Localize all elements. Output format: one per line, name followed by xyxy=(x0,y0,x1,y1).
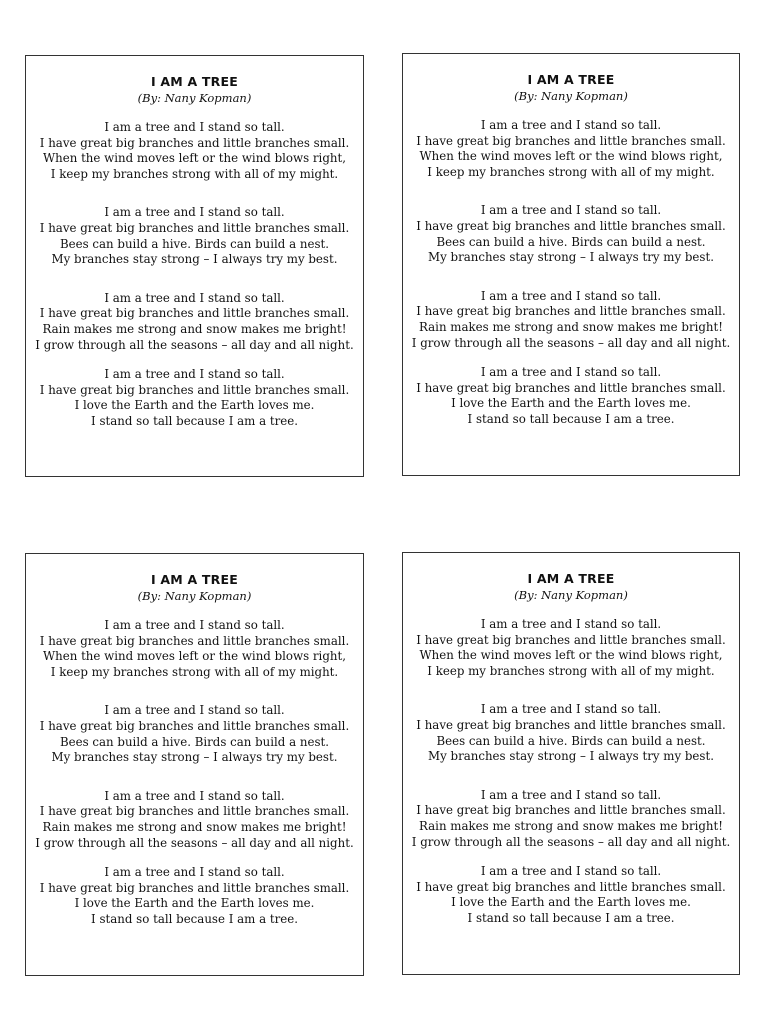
poem-stanza xyxy=(26,865,363,927)
poem-line: I stand so tall because I am a tree. xyxy=(91,413,298,428)
poem-line: When the wind moves left or the wind blows right, xyxy=(43,151,346,166)
poem-line: I am a tree and I stand so tall. xyxy=(480,864,662,879)
poem-line: I have great big branches and little branches small. xyxy=(416,632,726,647)
poem-line: Bees can build a hive. Birds can build a nest. xyxy=(59,734,330,749)
poem-line: When the wind moves left or the wind blows right, xyxy=(419,149,723,164)
poem-stanza xyxy=(403,203,739,265)
poem-line: I have great big branches and little branches small. xyxy=(39,718,350,733)
poem-line: I am a tree and I stand so tall. xyxy=(480,203,662,218)
poem-line: I have great big branches and little branches small. xyxy=(39,382,350,397)
poem-line: My branches stay strong – I always try my best. xyxy=(51,750,338,765)
poem-line: I have great big branches and little branches small. xyxy=(416,803,726,818)
poem-line: I keep my branches strong with all of my might. xyxy=(427,663,715,678)
poem-line: I stand so tall because I am a tree. xyxy=(467,910,675,925)
poem-line: I stand so tall because I am a tree. xyxy=(91,911,298,926)
poem-title: I AM A TREE xyxy=(527,571,615,586)
poem-line: I love the Earth and the Earth loves me. xyxy=(451,895,691,910)
poem-card-bottom-left xyxy=(25,553,364,976)
poem-line: I stand so tall because I am a tree. xyxy=(467,411,675,426)
poem-byline: (By: Nany Kopman) xyxy=(137,589,252,603)
poem-line: I have great big branches and little branches small. xyxy=(39,306,350,321)
poem-line: I am a tree and I stand so tall. xyxy=(480,787,662,802)
poem-stanzas xyxy=(403,617,739,927)
poem-stanza xyxy=(403,864,739,926)
poem-line: I grow through all the seasons – all day and all night. xyxy=(35,337,354,352)
poem-stanza xyxy=(26,367,363,429)
poem-line: I am a tree and I stand so tall. xyxy=(104,618,285,632)
poem-stanza xyxy=(26,291,363,353)
poem-stanza xyxy=(403,617,739,679)
poem-line: I have great big branches and little branches small. xyxy=(39,633,350,648)
poem-line: Rain makes me strong and snow makes me bright! xyxy=(42,819,347,834)
poem-card-top-right xyxy=(402,53,740,476)
poem-line: My branches stay strong – I always try my best. xyxy=(428,250,714,265)
poem-line: My branches stay strong – I always try my best. xyxy=(428,749,714,764)
poem-stanza xyxy=(26,789,363,851)
poem-line: I have great big branches and little branches small. xyxy=(416,133,726,148)
poem-title: I AM A TREE xyxy=(151,74,238,89)
poem-line: I have great big branches and little branches small. xyxy=(39,135,350,150)
poem-content xyxy=(403,72,739,428)
poem-stanza xyxy=(403,365,739,427)
poem-line: I am a tree and I stand so tall. xyxy=(104,205,285,220)
poem-stanza xyxy=(26,120,363,182)
poem-line: I am a tree and I stand so tall. xyxy=(480,118,662,132)
poem-line: I grow through all the seasons – all day and all night. xyxy=(411,335,731,350)
poem-line: I have great big branches and little branches small. xyxy=(416,218,726,233)
poem-stanzas xyxy=(26,618,363,928)
poem-content xyxy=(403,571,739,927)
poem-line: I have great big branches and little branches small. xyxy=(416,879,726,894)
poem-card-bottom-right xyxy=(402,552,740,975)
poem-content xyxy=(26,74,363,430)
poem-line: I am a tree and I stand so tall. xyxy=(104,865,285,880)
poem-line: I have great big branches and little branches small. xyxy=(39,880,350,895)
poem-stanzas xyxy=(403,118,739,428)
poem-line: I am a tree and I stand so tall. xyxy=(104,290,285,305)
poem-stanza xyxy=(403,702,739,764)
poem-line: I have great big branches and little branches small. xyxy=(416,380,726,395)
poem-line: When the wind moves left or the wind blows right, xyxy=(419,648,723,663)
poem-title: I AM A TREE xyxy=(527,72,615,87)
poem-line: I have great big branches and little branches small. xyxy=(39,804,350,819)
poem-line: I love the Earth and the Earth loves me. xyxy=(74,896,315,911)
poem-stanza xyxy=(403,788,739,850)
poem-line: I am a tree and I stand so tall. xyxy=(104,367,285,382)
poem-line: I am a tree and I stand so tall. xyxy=(480,365,662,380)
poem-stanza xyxy=(26,205,363,267)
poem-line: I have great big branches and little branches small. xyxy=(416,304,726,319)
poem-line: I have great big branches and little branches small. xyxy=(39,220,350,235)
poem-line: Rain makes me strong and snow makes me bright! xyxy=(42,321,347,336)
poem-content xyxy=(26,572,363,928)
poem-line: I am a tree and I stand so tall. xyxy=(480,617,662,631)
poem-line: I am a tree and I stand so tall. xyxy=(480,702,662,717)
poem-stanza xyxy=(403,289,739,351)
poem-line: I am a tree and I stand so tall. xyxy=(104,703,285,718)
poem-line: Bees can build a hive. Birds can build a nest. xyxy=(436,234,706,249)
poem-line: Rain makes me strong and snow makes me bright! xyxy=(418,818,723,833)
poem-line: I love the Earth and the Earth loves me. xyxy=(74,398,315,413)
poem-line: I am a tree and I stand so tall. xyxy=(104,788,285,803)
poem-line: When the wind moves left or the wind blows right, xyxy=(43,649,346,664)
poem-line: I am a tree and I stand so tall. xyxy=(480,288,662,303)
poem-card-top-left xyxy=(25,55,364,477)
poem-stanza xyxy=(26,618,363,680)
poem-line: I am a tree and I stand so tall. xyxy=(104,120,285,134)
poem-line: Rain makes me strong and snow makes me bright! xyxy=(418,319,723,334)
poem-line: I keep my branches strong with all of my might. xyxy=(50,664,339,679)
poem-byline: (By: Nany Kopman) xyxy=(137,91,252,105)
poem-stanza xyxy=(26,703,363,765)
poem-line: I have great big branches and little branches small. xyxy=(416,717,726,732)
poem-line: I grow through all the seasons – all day and all night. xyxy=(411,834,731,849)
poem-byline: (By: Nany Kopman) xyxy=(514,89,628,103)
poem-line: I keep my branches strong with all of my might. xyxy=(427,164,715,179)
poem-line: Bees can build a hive. Birds can build a nest. xyxy=(436,733,706,748)
poem-title: I AM A TREE xyxy=(151,572,238,587)
poem-byline: (By: Nany Kopman) xyxy=(514,588,628,602)
poem-stanza xyxy=(403,118,739,180)
poem-line: Bees can build a hive. Birds can build a nest. xyxy=(59,236,330,251)
poem-line: I grow through all the seasons – all day and all night. xyxy=(35,835,354,850)
poem-line: I keep my branches strong with all of my might. xyxy=(50,166,339,181)
poem-line: My branches stay strong – I always try my best. xyxy=(51,252,338,267)
poem-line: I love the Earth and the Earth loves me. xyxy=(451,396,691,411)
poem-stanzas xyxy=(26,120,363,430)
